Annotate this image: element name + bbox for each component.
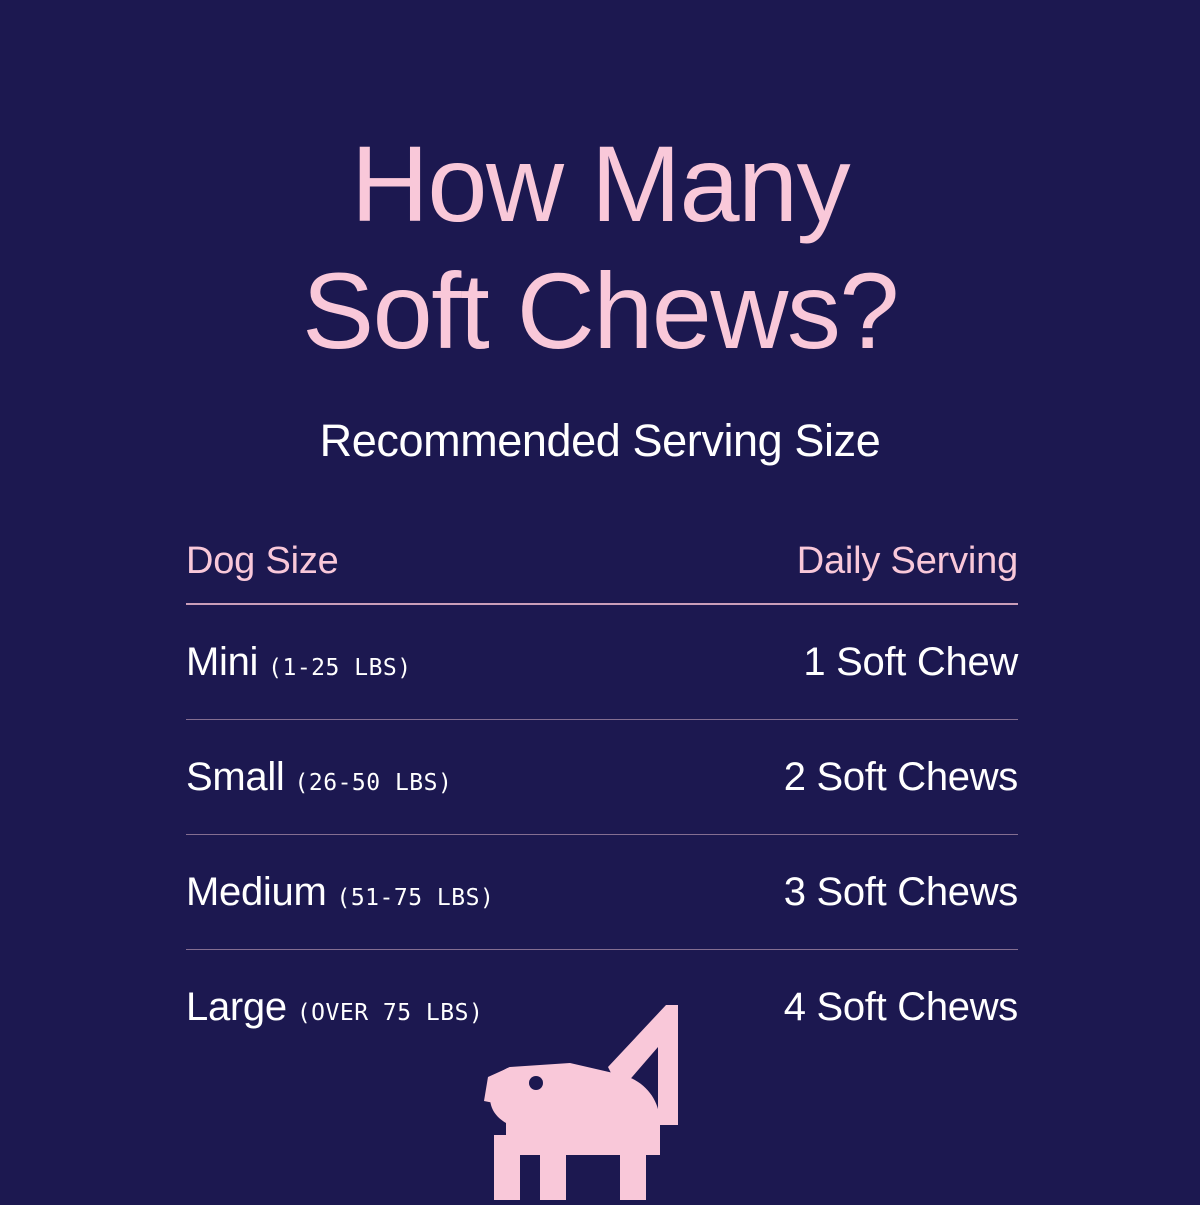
dog-size-label: Medium xyxy=(186,869,327,914)
dog-size-label: Large xyxy=(186,984,287,1029)
column-header-daily-serving: Daily Serving xyxy=(796,540,1018,582)
dog-size-label: Mini xyxy=(186,639,259,684)
title-line-1: How Many xyxy=(350,123,850,244)
table-divider xyxy=(186,949,1018,950)
table-divider-header xyxy=(186,603,1018,605)
table-header-row xyxy=(186,540,1018,603)
cell-daily-serving: 1 Soft Chew xyxy=(803,639,1018,684)
cell-dog-size xyxy=(186,755,452,800)
dog-icon xyxy=(470,1005,730,1200)
serving-size-table xyxy=(186,540,1018,1064)
cell-daily-serving: 2 Soft Chews xyxy=(783,754,1018,799)
cell-daily-serving: 3 Soft Chews xyxy=(783,869,1018,914)
table-divider xyxy=(186,834,1018,835)
page-subtitle: Recommended Serving Size xyxy=(319,415,881,466)
table-row xyxy=(186,835,1018,949)
cell-dog-size xyxy=(186,870,494,915)
cell-dog-size xyxy=(186,985,483,1030)
column-header-dog-size: Dog Size xyxy=(186,540,339,582)
cell-daily-serving: 4 Soft Chews xyxy=(783,984,1018,1029)
dog-weight-range: (51-75 LBS) xyxy=(336,884,495,911)
dog-weight-range: (1-25 LBS) xyxy=(268,654,412,681)
title-line-2: Soft Chews? xyxy=(302,250,898,372)
dog-weight-range: (26-50 LBS) xyxy=(294,769,453,796)
cell-dog-size xyxy=(186,640,412,685)
dog-size-label: Small xyxy=(186,754,285,799)
dog-weight-range: (OVER 75 LBS) xyxy=(296,999,484,1026)
table-row xyxy=(186,720,1018,834)
table-divider xyxy=(186,719,1018,720)
table-row xyxy=(186,605,1018,719)
page-title xyxy=(0,120,1200,375)
